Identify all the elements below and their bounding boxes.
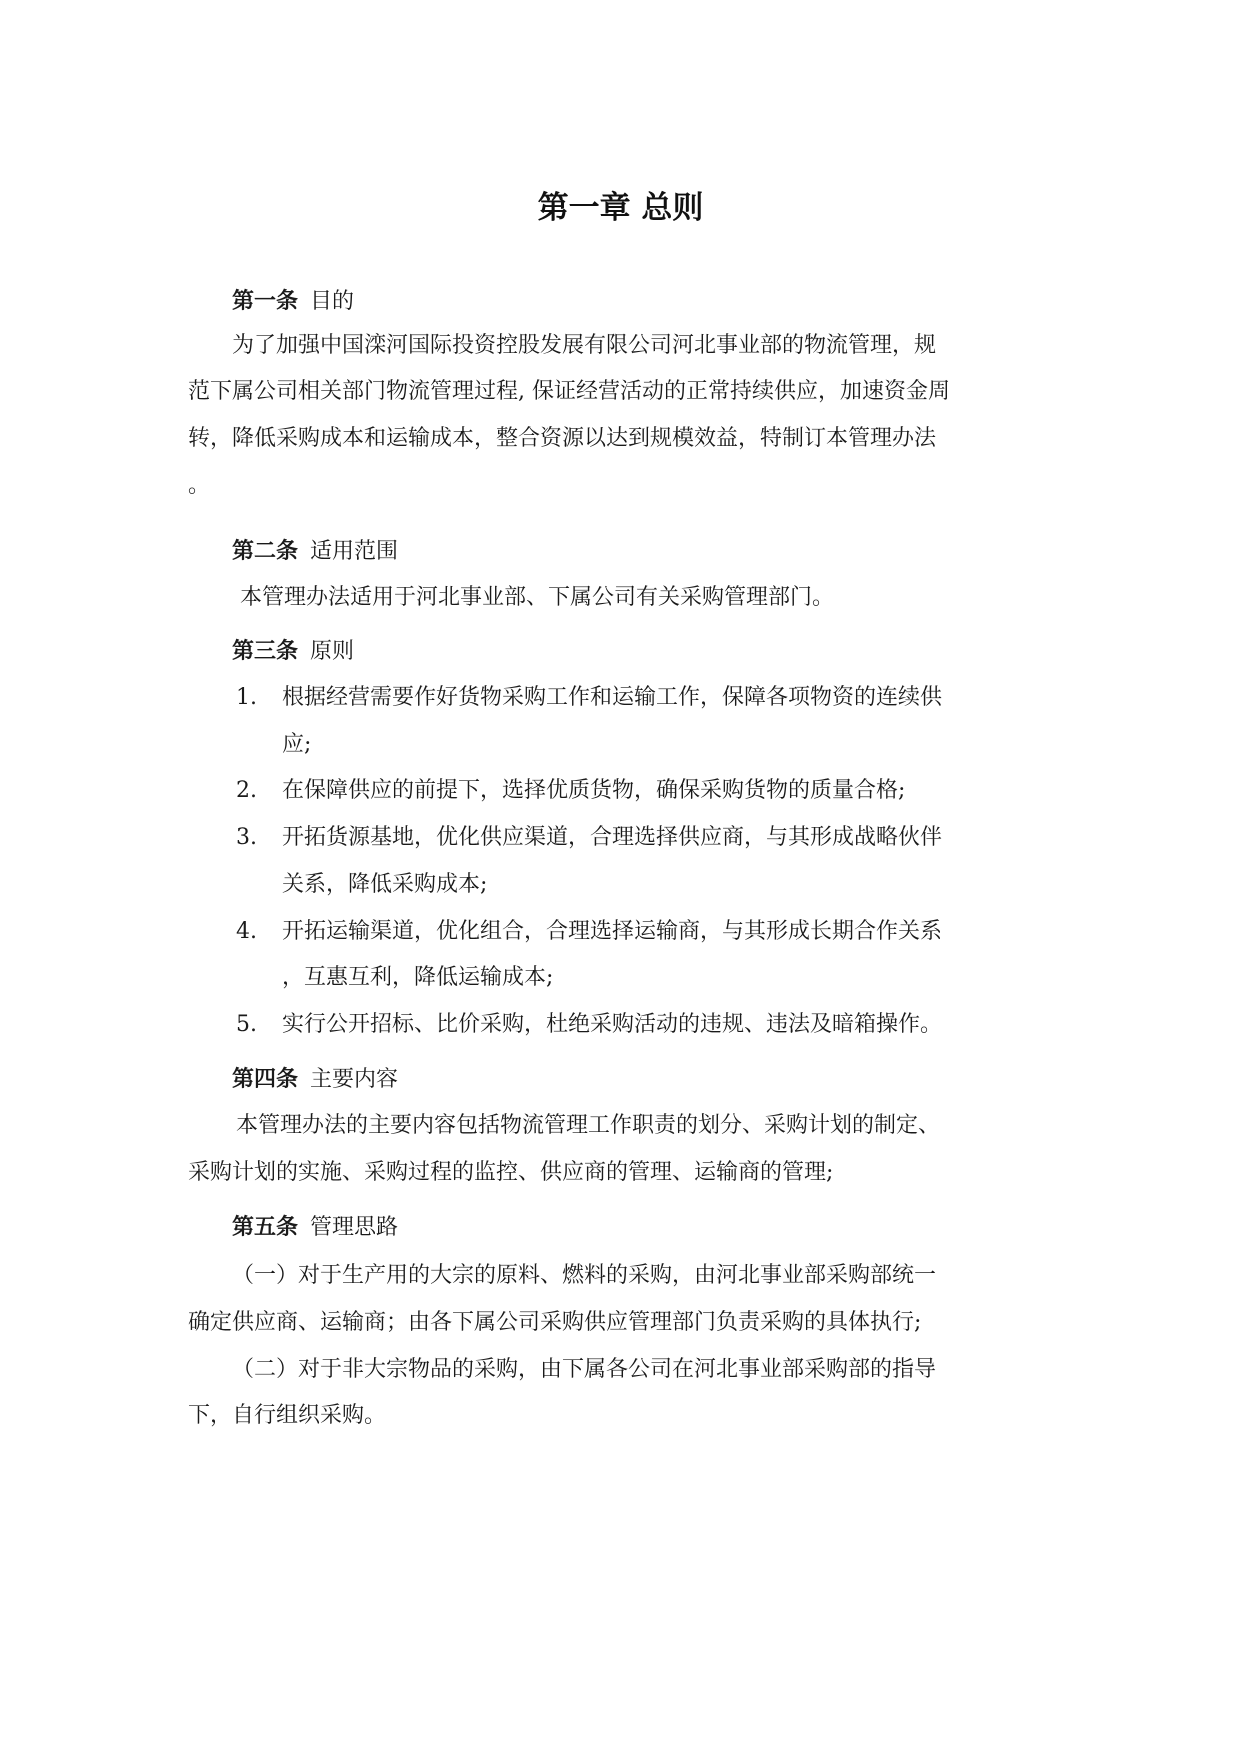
paragraph-line: 为了加强中国滦河国际投资控股发展有限公司河北事业部的物流管理，规 (232, 333, 937, 358)
list-item-number: 1. (236, 685, 257, 710)
paragraph-line: （一）对于生产用的大宗的原料、燃料的采购，由河北事业部采购部统一 (232, 1263, 937, 1288)
article-title: 目的 (310, 289, 355, 314)
paragraph-line: 。 (188, 473, 211, 498)
article-number: 第五条 (232, 1215, 299, 1240)
list-item-line: 根据经营需要作好货物采购工作和运输工作，保障各项物资的连续供 (282, 685, 943, 710)
article-heading-5 (232, 1212, 398, 1244)
article-title: 主要内容 (310, 1067, 399, 1092)
article-title: 适用范围 (310, 539, 399, 564)
article-heading-2 (232, 536, 398, 568)
list-item-number: 4. (236, 919, 257, 944)
article-title: 原则 (310, 639, 355, 664)
list-item-line: ，互惠互利，降低运输成本; (282, 965, 554, 990)
article-number: 第四条 (232, 1067, 299, 1092)
paragraph-line: （二）对于非大宗物品的采购，由下属各公司在河北事业部采购部的指导 (232, 1357, 937, 1382)
paragraph-line: 采购计划的实施、采购过程的监控、供应商的管理、运输商的管理; (188, 1160, 834, 1185)
article-heading-1 (232, 286, 354, 318)
article-number: 第一条 (232, 289, 299, 314)
article-heading-3 (232, 636, 354, 668)
list-item-line: 实行公开招标、比价采购，杜绝采购活动的违规、违法及暗箱操作。 (282, 1012, 943, 1037)
paragraph-line: 本管理办法适用于河北事业部、下属公司有关采购管理部门。 (240, 585, 835, 610)
list-item-number: 3. (236, 825, 257, 850)
article-heading-4 (232, 1064, 398, 1096)
paragraph-line: 转，降低采购成本和运输成本，整合资源以达到规模效益，特制订本管理办法 (188, 426, 937, 451)
list-item-number: 2. (236, 778, 257, 803)
chapter-title: 第一章 总则 (537, 190, 704, 226)
article-number: 第三条 (232, 639, 299, 664)
paragraph-line: 确定供应商、运输商；由各下属公司采购供应管理部门负责采购的具体执行; (188, 1310, 922, 1335)
article-title: 管理思路 (310, 1215, 399, 1240)
list-item-line: 开拓运输渠道，优化组合，合理选择运输商，与其形成长期合作关系 (282, 919, 943, 944)
list-item-line: 关系，降低采购成本; (282, 872, 488, 897)
list-item-number: 5. (236, 1012, 257, 1037)
article-number: 第二条 (232, 539, 299, 564)
list-item-line: 开拓货源基地，优化供应渠道，合理选择供应商，与其形成战略伙伴 (282, 825, 943, 850)
list-item-line: 应; (282, 732, 312, 757)
list-item-line: 在保障供应的前提下，选择优质货物，确保采购货物的质量合格; (282, 778, 906, 803)
paragraph-line: 范下属公司相关部门物流管理过程, 保证经营活动的正常持续供应，加速资金周 (188, 379, 950, 404)
paragraph-line: 本管理办法的主要内容包括物流管理工作职责的划分、采购计划的制定、 (236, 1113, 941, 1138)
paragraph-line: 下，自行组织采购。 (188, 1403, 387, 1428)
